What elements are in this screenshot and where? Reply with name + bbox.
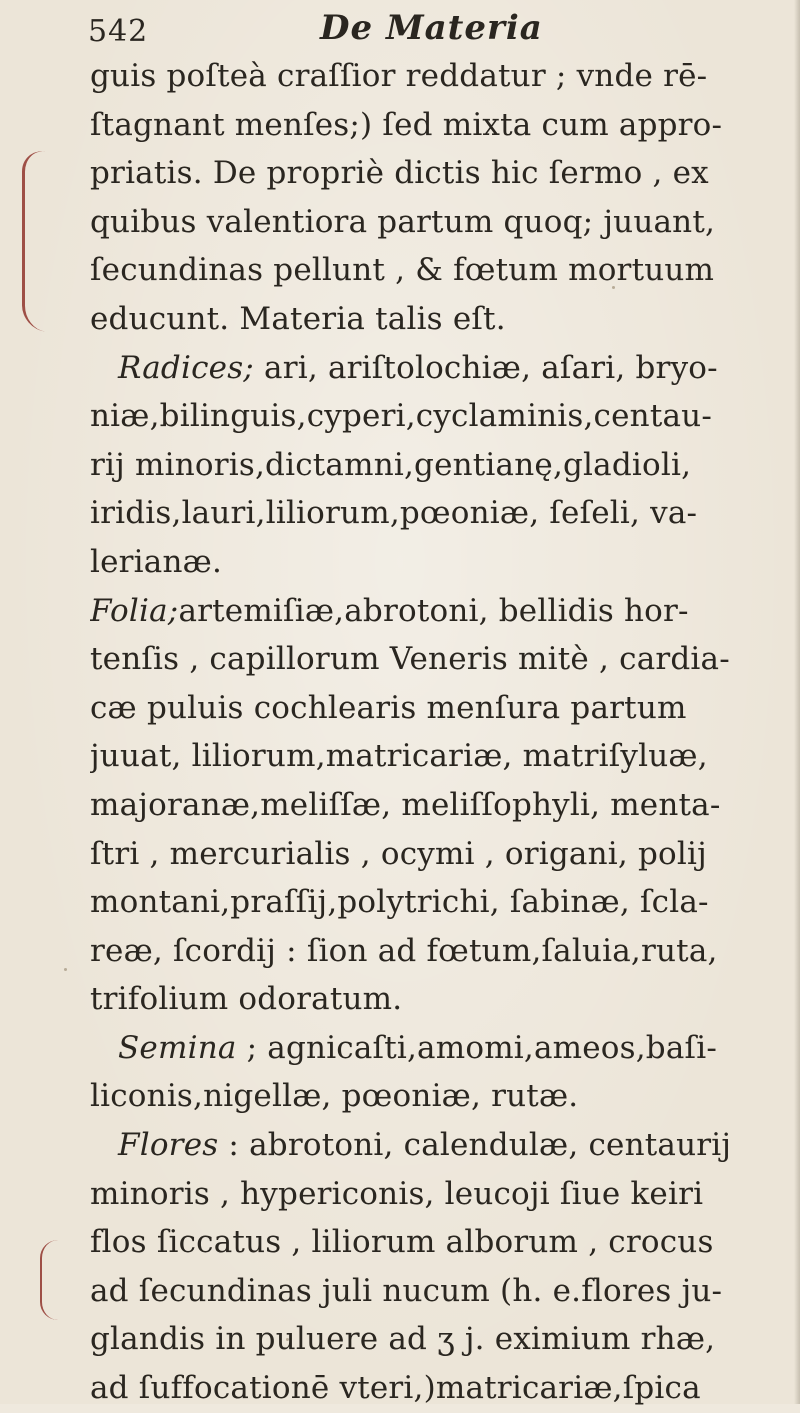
text-line: liconis,nigellæ, pœoniæ, rutæ. <box>90 1078 579 1115</box>
running-head: De Materia <box>320 8 543 48</box>
text-line: rij minoris,dictamni,gentianę,gladioli, <box>90 446 692 483</box>
text-line: ſtri , mercurialis , ocymi , origani, polij <box>90 835 707 872</box>
text-line: ad ſecundinas juli nucum (h. e.flores ju- <box>90 1272 723 1309</box>
paper-speck <box>64 968 67 971</box>
section-lead-radices: Radices; <box>118 349 254 386</box>
page-number: 542 <box>88 14 149 49</box>
text-line-folia: Folia;artemiſiæ,abrotoni, bellidis hor- <box>90 592 689 629</box>
text-line: flos ſiccatus , liliorum alborum , crocus <box>90 1224 714 1261</box>
text-line: glandis in puluere ad ʒ j. eximium rhæ, <box>90 1321 716 1358</box>
text-line: montani,praſſij,polytrichi, ſabinæ, ſcla- <box>90 884 709 921</box>
text-line: tenſis , capillorum Veneris mitè , cardia- <box>90 641 730 678</box>
margin-bracket-mark-lower <box>40 1240 58 1320</box>
text-line: ad ſuffocationē vteri,)matricariæ,ſpica <box>90 1370 701 1407</box>
text-line: minoris , hypericonis, leucoji ſiue keiri <box>90 1175 704 1212</box>
page-header <box>88 4 648 56</box>
text-line-semina: Semina ; agnicaſti,amomi,ameos,baſi- <box>118 1029 717 1066</box>
text-line: ſtagnant menſes;) ſed mixta cum appro- <box>90 106 723 143</box>
text-line: reæ, ſcordij : ſion ad fœtum,ſaluia,ruta, <box>90 932 718 969</box>
section-lead-folia: Folia; <box>90 592 179 629</box>
text-line-radices: Radices; ari, ariſtolochiæ, aſari, bryo- <box>118 349 718 386</box>
text-line: juuat, liliorum,matricariæ, matriſyluæ, <box>90 738 708 775</box>
text-line: guis poſteà craſſior reddatur ; vnde rē- <box>90 58 708 94</box>
text-line: priatis. De propriè dictis hic ſermo , ex <box>90 155 709 192</box>
text-line: lerianæ. <box>90 543 223 580</box>
text-line: quibus valentiora partum quoq; juuant, <box>90 203 716 240</box>
text-line: trifolium odoratum. <box>90 981 403 1018</box>
text-line: educunt. Materia talis eſt. <box>90 300 506 337</box>
section-lead-semina: Semina <box>118 1029 237 1066</box>
section-lead-flores: Flores <box>118 1127 219 1164</box>
margin-bracket-mark <box>22 148 45 331</box>
text-line: iridis,lauri,liliorum,pœoniæ, ſeſeli, va- <box>90 495 698 532</box>
text-line: niæ,bilinguis,cyperi,cyclaminis,centau- <box>90 398 713 435</box>
text-line: cæ puluis cochlearis menſura partum <box>90 689 687 726</box>
text-line: majoranæ,meliſſæ, meliſſophyli, menta- <box>90 786 721 823</box>
body-text <box>90 52 780 1413</box>
text-line: ſecundinas pellunt , & fœtum mortuum <box>90 252 715 289</box>
page-edge-shadow <box>794 0 800 1404</box>
text-line-flores: Flores : abrotoni, calendulæ, centaurij <box>118 1127 732 1164</box>
